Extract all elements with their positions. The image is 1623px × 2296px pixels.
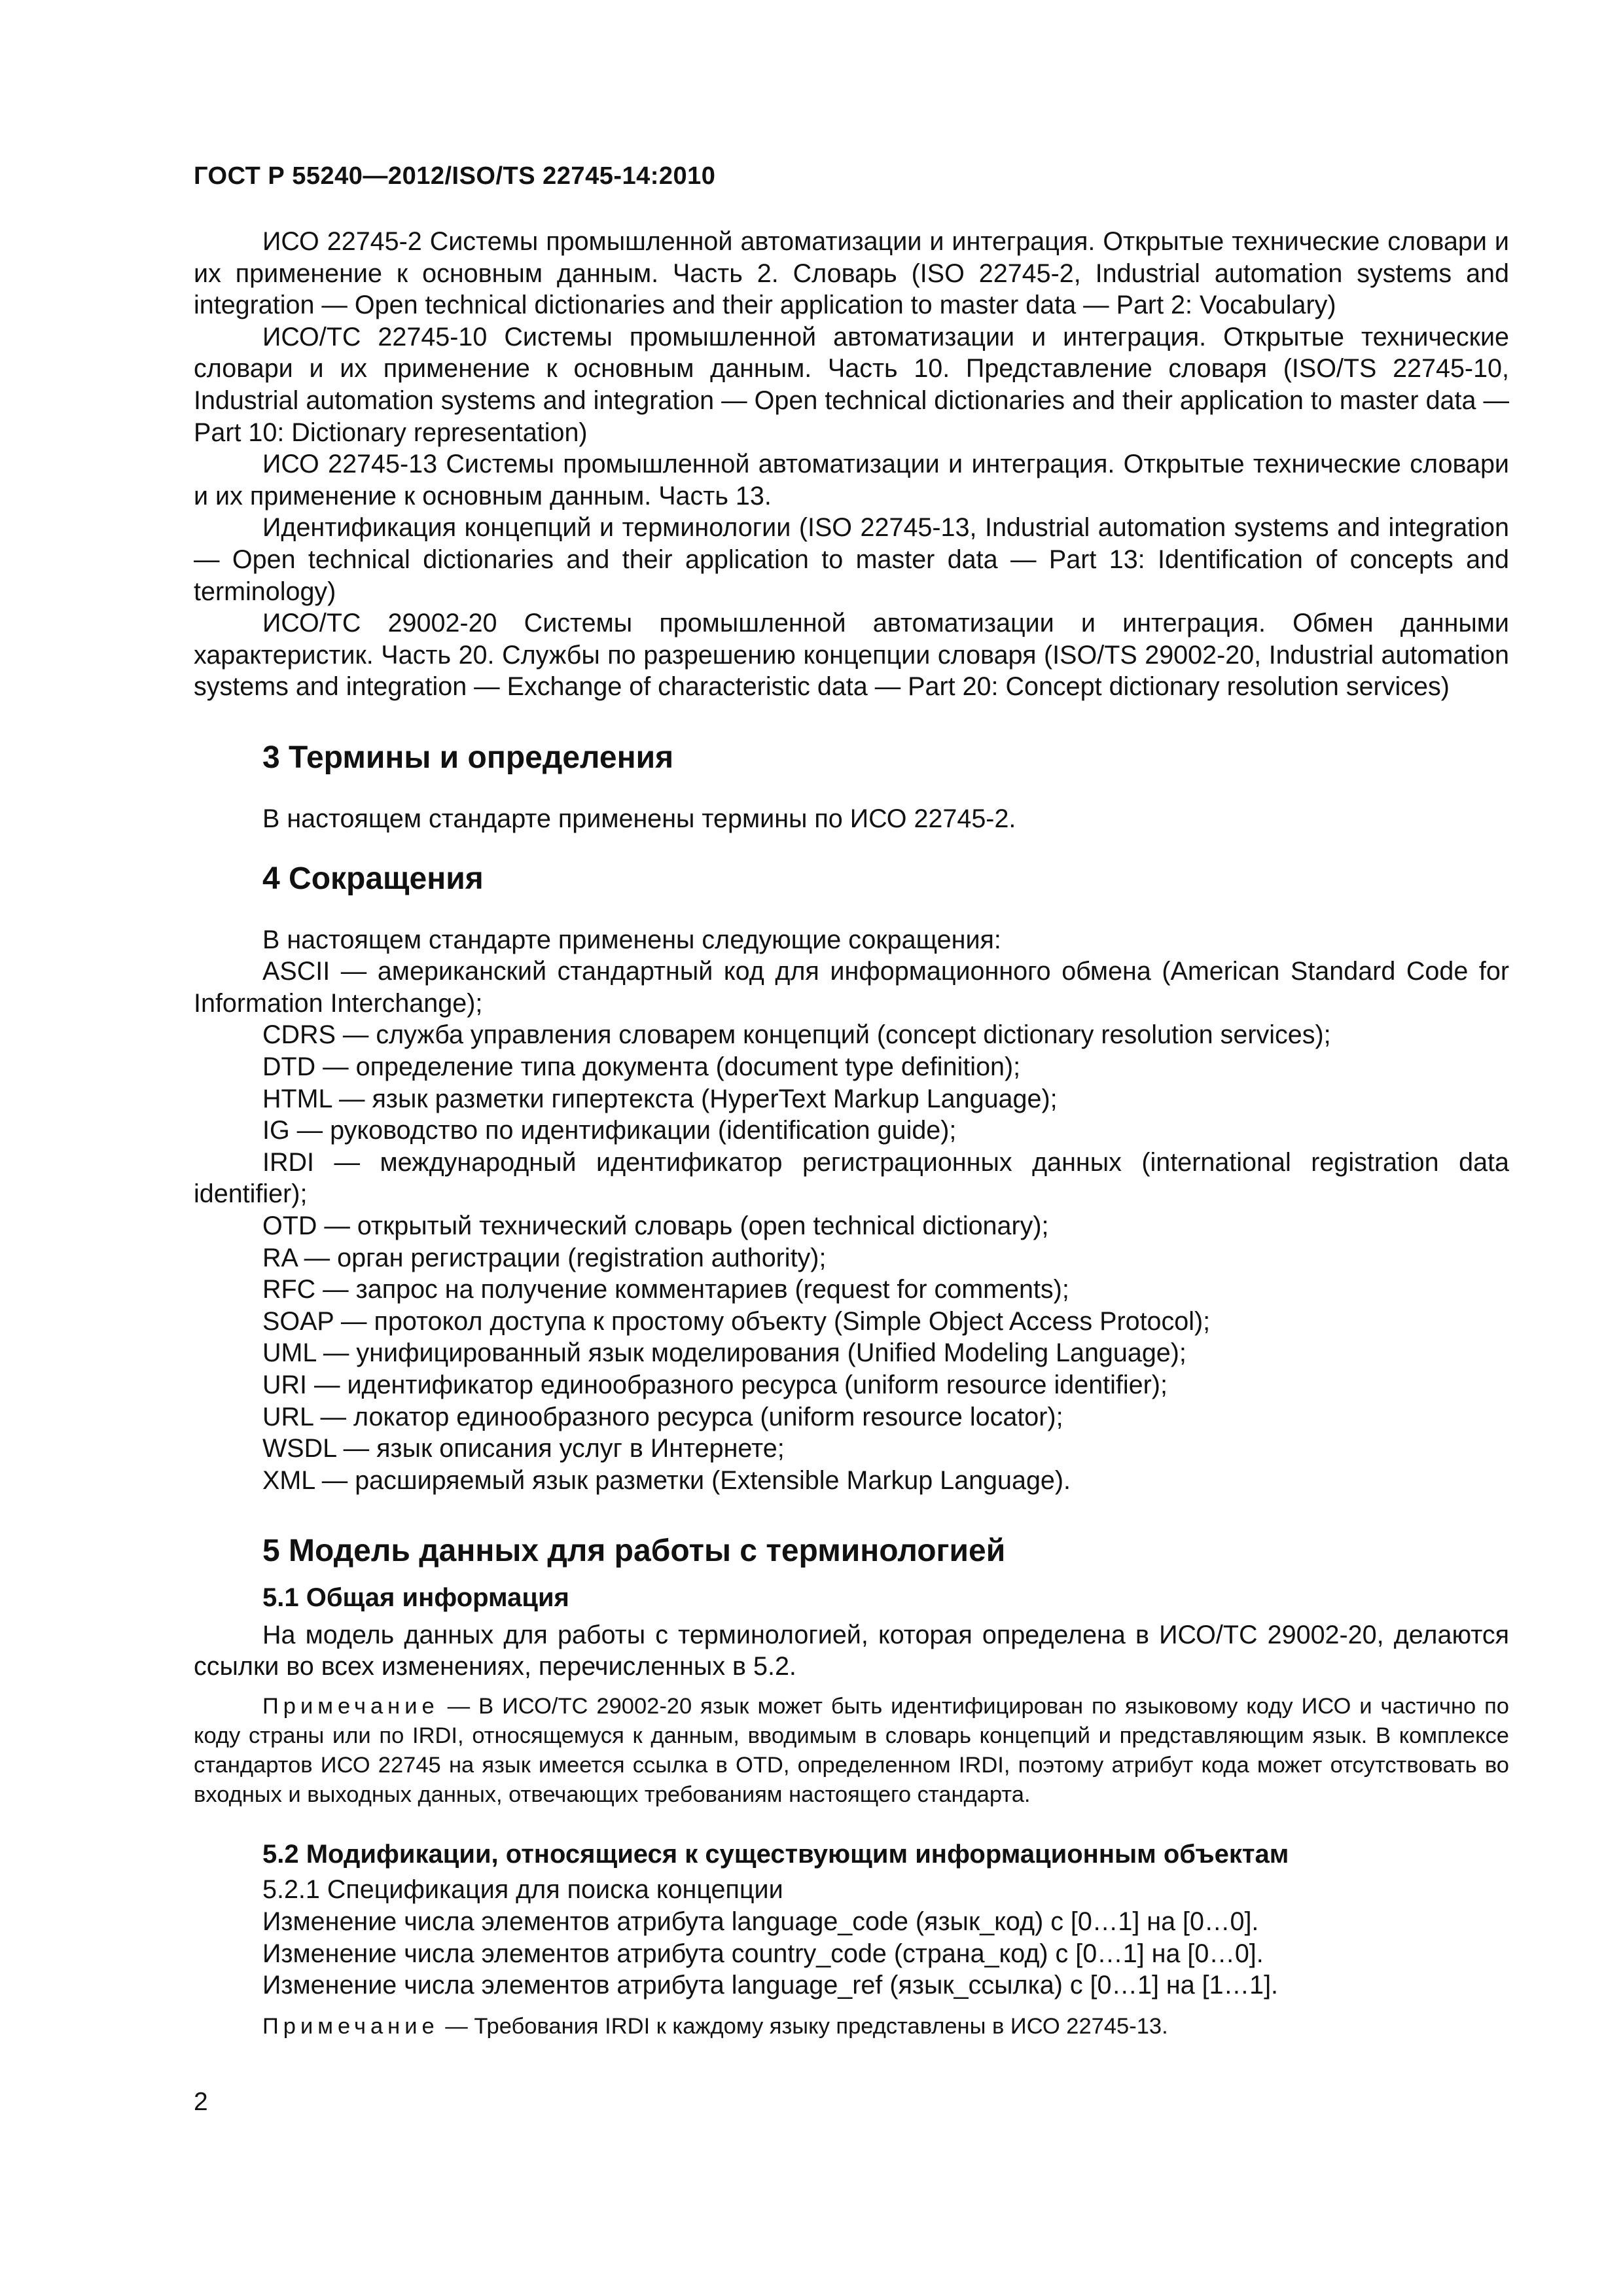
abbreviation-item: SOAP — протокол доступа к простому объекту (Simple Object Access Protocol); xyxy=(262,1306,1211,1336)
note-5-2 xyxy=(194,2012,1509,2041)
reference-iso-ts-29002-20: ИСО/ТС 29002-20 Системы промышленной автоматизации и интеграция. Обмен данными характеристик. Часть 20. Службы по разрешению концепции словаря (ISO/TS 29002-20, Industrial automation systems and integration — Exchange of characteristic data — Part 20: Concept dictionary resolution services) xyxy=(194,609,1509,702)
abbreviation-item: HTML — язык разметки гипертекста (HyperText Markup Language); xyxy=(262,1084,1058,1113)
note-label: Примечание xyxy=(262,1693,439,1719)
reference-iso-ts-22745-10: ИСО/ТС 22745-10 Системы промышленной автоматизации и интеграция. Открытые технические словари и их применение к основным данным. Часть 10. Представление словаря (ISO/TS 22745-10, Industrial automation systems and integration — Open technical dictionaries and their application to master data — Part 10: Dictionary representation) xyxy=(194,322,1509,447)
abbreviation-item: OTD — открытый технический словарь (open technical dictionary); xyxy=(262,1211,1049,1241)
abbreviation-item: RFC — запрос на получение комментариев (request for comments); xyxy=(262,1275,1069,1304)
note-text: — Требования IRDI к каждому языку представлены в ИСО 22745-13. xyxy=(438,2013,1168,2039)
abbreviation-item: WSDL — язык описания услуг в Интернете; xyxy=(262,1434,785,1463)
section-5-1-text: На модель данных для работы с терминологией, которая определена в ИСО/ТС 29002-20, делаются ссылки во всех изменениях, перечисленных в 5.2. xyxy=(194,1620,1509,1681)
document-header-code: ГОСТ Р 55240—2012/ISO/TS 22745-14:2010 xyxy=(194,162,716,190)
abbreviation-item: URL — локатор единообразного ресурса (uniform resource locator); xyxy=(262,1402,1063,1431)
abbreviation-item: ASCII — американский стандартный код для информационного обмена (American Standard Code for Information Interchange); xyxy=(194,957,1509,1018)
section-4-heading: 4 Сокращения xyxy=(262,861,484,897)
document-body xyxy=(194,226,1509,2041)
abbreviation-item: CDRS — служба управления словарем концепций (concept dictionary resolution services); xyxy=(262,1020,1331,1050)
section-5-1-heading: 5.1 Общая информация xyxy=(262,1583,569,1612)
abbreviation-item: XML — расширяемый язык разметки (Extensible Markup Language). xyxy=(262,1465,1071,1495)
note-label: Примечание xyxy=(262,2013,439,2039)
modification-line: Изменение числа элементов атрибута country_code (страна_код) с [0…1] на [0…0]. xyxy=(262,1939,1264,1968)
reference-iso-22745-2: ИСО 22745-2 Системы промышленной автоматизации и интеграция. Открытые технические словари и их применение к основным данным. Часть 2. Словарь (ISO 22745-2, Industrial automation systems and integration — Open technical dictionaries and their application to master data — Part 2: Vocabulary) xyxy=(194,227,1509,320)
abbreviation-item: UML — унифицированный язык моделирования (Unified Modeling Language); xyxy=(262,1338,1186,1368)
section-5-2-heading: 5.2 Модификации, относящиеся к существующим информационным объектам xyxy=(262,1839,1289,1869)
abbreviation-item: IRDI — международный идентификатор регистрационных данных (international registration data identifier); xyxy=(194,1147,1509,1209)
section-3-heading: 3 Термины и определения xyxy=(262,740,674,775)
page-number: 2 xyxy=(194,2088,208,2116)
abbreviation-item: IG — руководство по идентификации (identification guide); xyxy=(262,1116,957,1145)
reference-iso-22745-13: ИСО 22745-13 Системы промышленной автоматизации и интеграция. Открытые технические словари и их применение к основным данным. Часть 13. xyxy=(194,450,1509,511)
section-4-intro: В настоящем стандарте применены следующие сокращения: xyxy=(262,925,1001,954)
section-5-2-1-heading: 5.2.1 Спецификация для поиска концепции xyxy=(262,1875,783,1905)
abbreviation-item: RA — орган регистрации (registration authority); xyxy=(262,1243,827,1272)
section-3-text: В настоящем стандарте применены термины по ИСО 22745-2. xyxy=(262,804,1016,833)
abbreviation-item: URI — идентификатор единообразного ресурса (uniform resource identifier); xyxy=(262,1371,1168,1399)
reference-iso-22745-13-continued: Идентификация концепций и терминологии (ISO 22745-13, Industrial automation systems and integration — Open technical dictionaries and their application to master data — Part 13: Identification of concepts and terminology) xyxy=(194,513,1509,606)
note-5-1 xyxy=(194,1692,1509,1810)
note-text: — В ИСО/ТС 29002-20 язык может быть идентифицирован по языковому коду ИСО и частично по коду страны или по IRDI, относящемуся к данным, вводимым в словарь концепций и представляющим язык. В комплексе стандартов ИСО 22745 на язык имеется ссылка в OTD, определенном IRDI, поэтому атрибут кода может отсутствовать во входных и выходных данных, отвечающих требованиям настоящего стандарта. xyxy=(194,1693,1509,1807)
section-5-heading: 5 Модель данных для работы с терминологией xyxy=(262,1534,1006,1569)
abbreviation-item: DTD — определение типа документа (document type definition); xyxy=(262,1052,1021,1082)
modification-line: Изменение числа элементов атрибута language_ref (язык_ссылка) с [0…1] на [1…1]. xyxy=(262,1971,1279,2000)
modification-line: Изменение числа элементов атрибута language_code (язык_код) с [0…1] на [0…0]. xyxy=(262,1907,1259,1936)
